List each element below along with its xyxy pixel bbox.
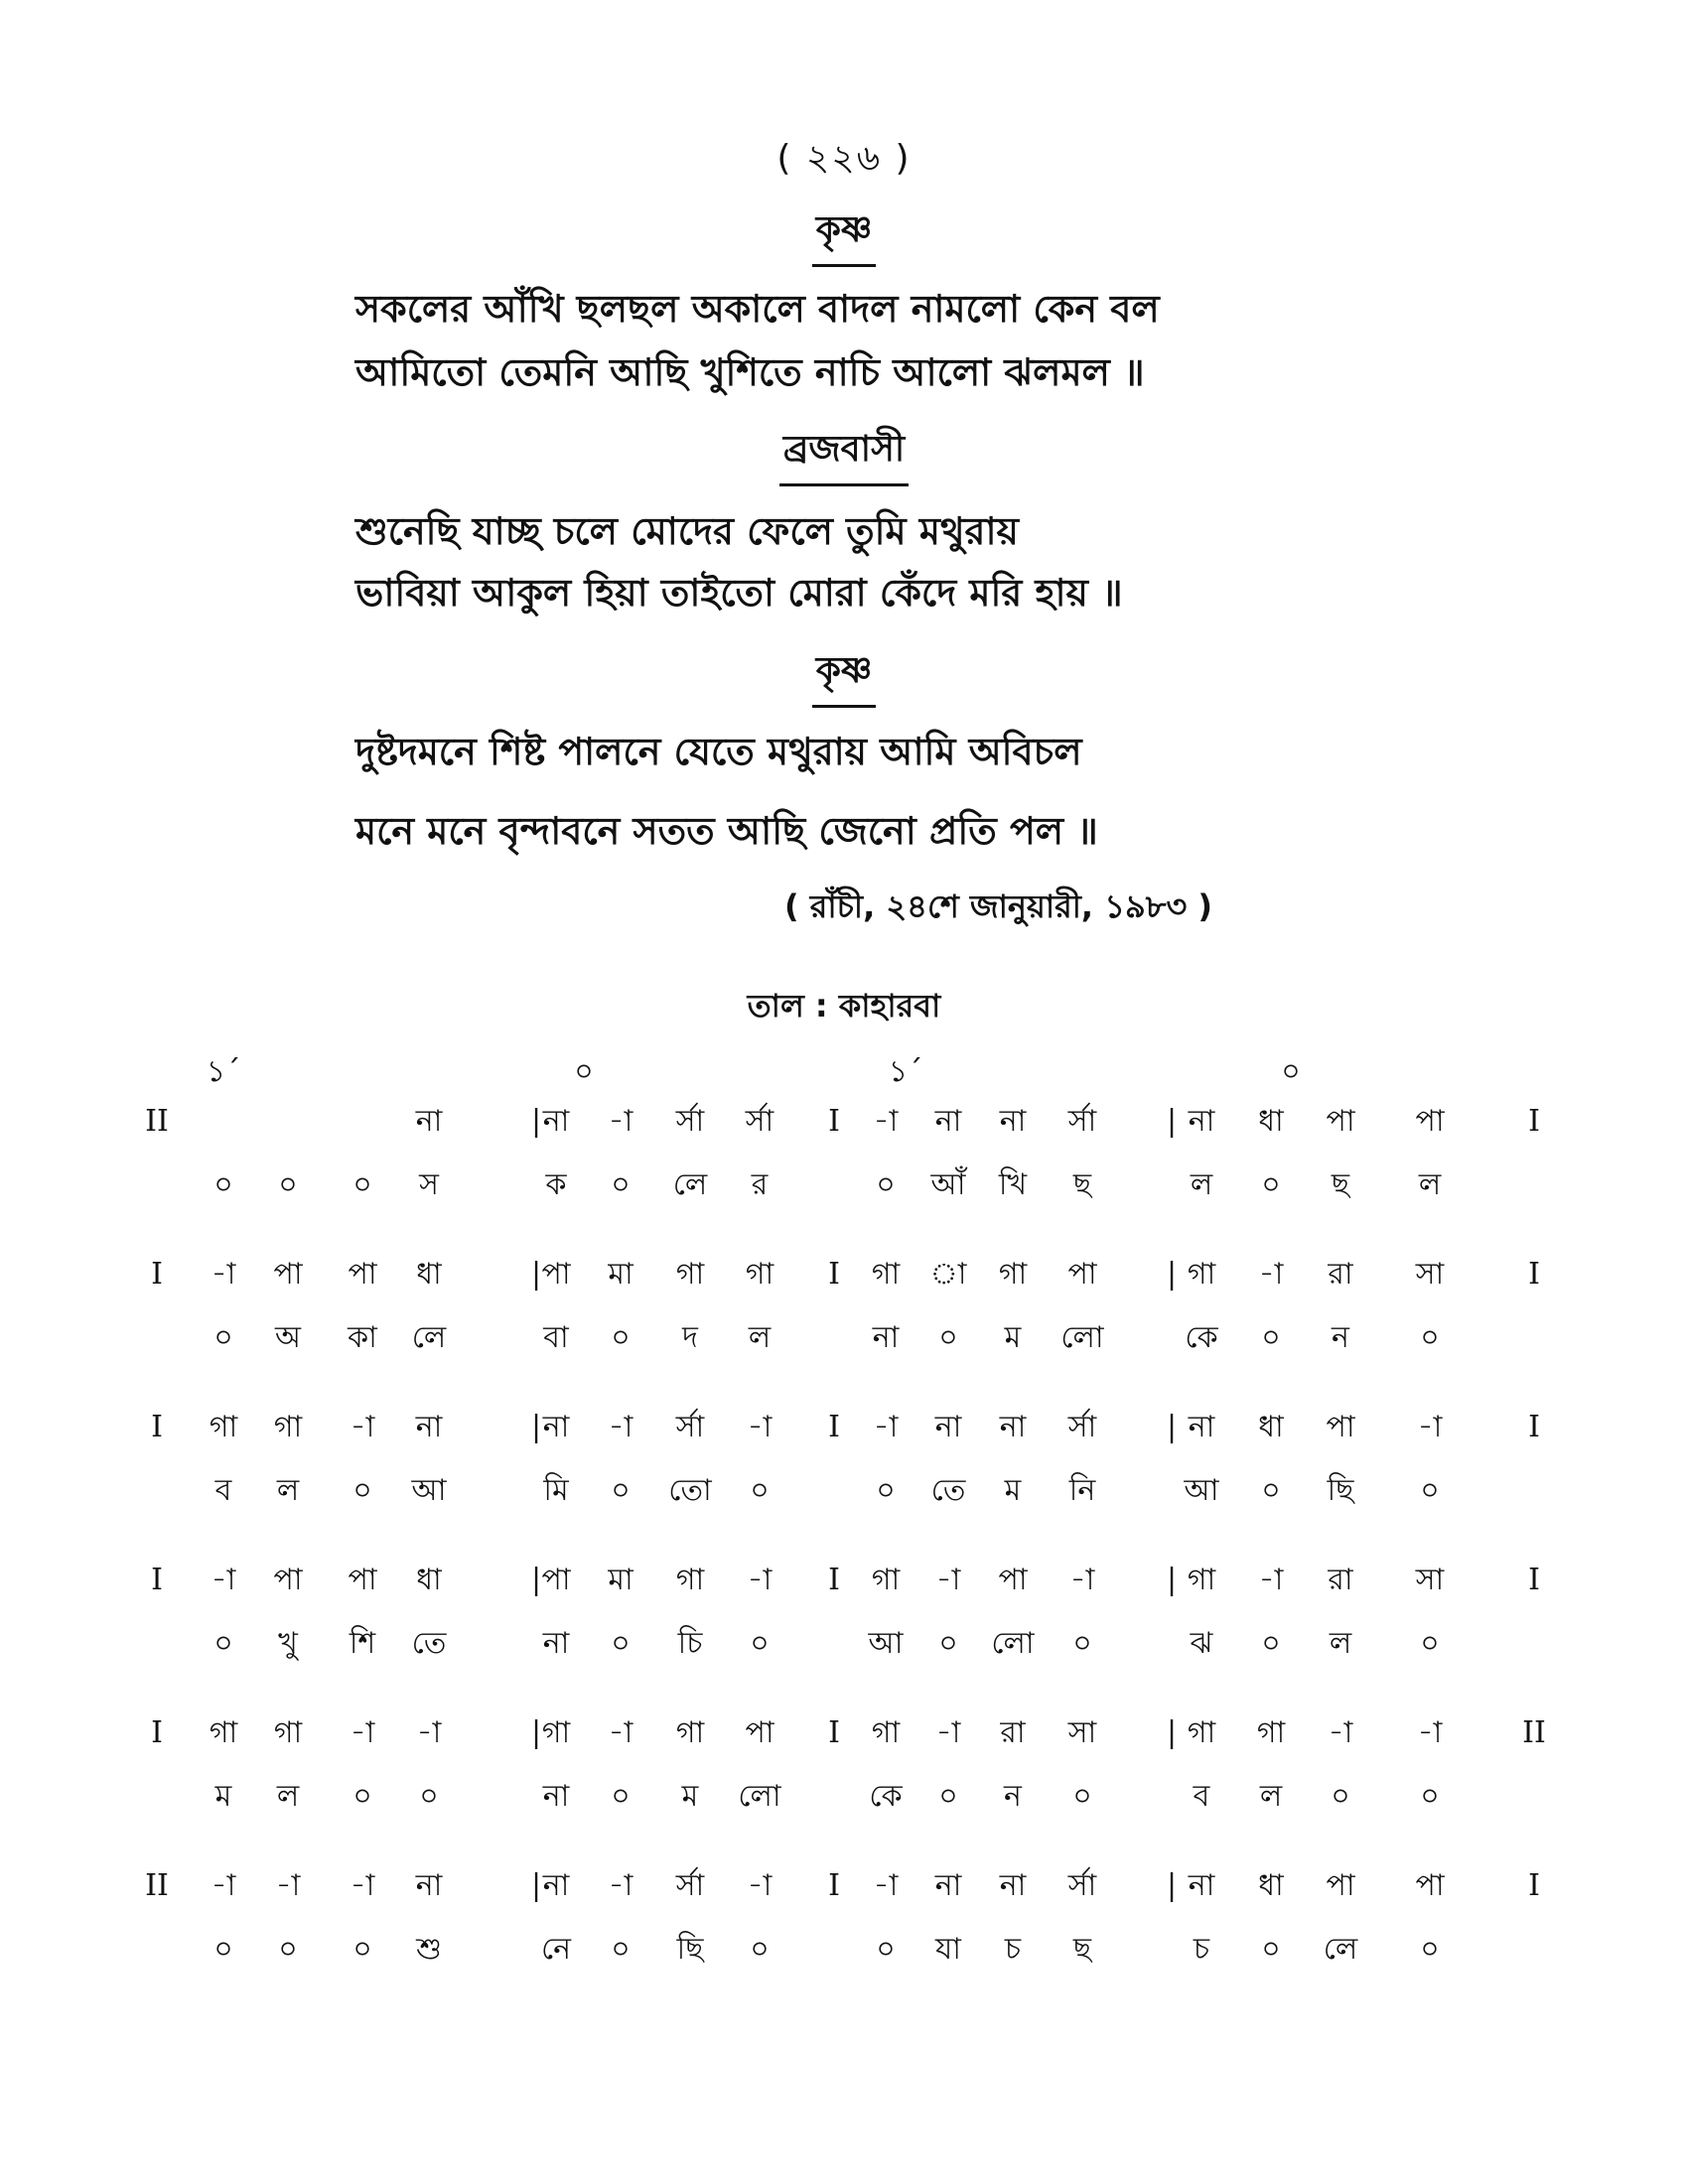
verse-line: শুনেছি যাচ্ছ চলে মোদের ফেলে তুমি মথুরায় bbox=[355, 509, 1019, 553]
swara-note: গা bbox=[209, 1715, 238, 1750]
lyric-syllable: না bbox=[872, 1320, 900, 1355]
vibhag-divider: | bbox=[1166, 1715, 1178, 1750]
lyric-syllable: ০ bbox=[1261, 1167, 1281, 1202]
bar-line-mid: I bbox=[828, 1410, 840, 1444]
swara-row bbox=[0, 1551, 1688, 1610]
swara-note: পা bbox=[273, 1257, 303, 1292]
swara-note: গা bbox=[541, 1715, 571, 1750]
swara-note: না bbox=[1188, 1104, 1215, 1139]
lyric-syllable: চ bbox=[1193, 1932, 1210, 1967]
lyric-syllable: ০ bbox=[352, 1779, 372, 1814]
lyric-syllable: ছি bbox=[676, 1932, 704, 1967]
vibhag-divider: | bbox=[530, 1257, 542, 1292]
lyric-syllable: ০ bbox=[1261, 1626, 1281, 1661]
lyric-syllable: ০ bbox=[1420, 1779, 1440, 1814]
lyric-syllable: যা bbox=[935, 1932, 961, 1967]
swara-note: ধা bbox=[416, 1257, 442, 1292]
swara-note: না bbox=[415, 1104, 443, 1139]
swara-note: পা bbox=[1326, 1868, 1355, 1903]
swara-note: না bbox=[1188, 1410, 1215, 1444]
lyric-syllable: ০ bbox=[611, 1626, 631, 1661]
section-heading-krishna-2 bbox=[0, 643, 1688, 708]
vibhag-divider: | bbox=[530, 1563, 542, 1597]
heading-text: কৃষ্ণ bbox=[812, 643, 876, 708]
swara-note: ধা bbox=[1258, 1104, 1284, 1139]
taal-mark: ১´ bbox=[888, 1054, 923, 1089]
lyric-syllable: ০ bbox=[1331, 1779, 1350, 1814]
page-number: ( ২২৬ ) bbox=[776, 138, 912, 179]
swara-note: -া bbox=[1328, 1715, 1353, 1750]
lyric-syllable: ০ bbox=[750, 1473, 770, 1508]
lyric-syllable: ০ bbox=[876, 1932, 896, 1967]
bar-line-end: I bbox=[1528, 1868, 1540, 1903]
vibhag-divider: | bbox=[1166, 1257, 1178, 1292]
swara-note: না bbox=[1188, 1868, 1215, 1903]
swara-note: রা bbox=[1328, 1257, 1353, 1292]
lyric-syllable: তে bbox=[930, 1473, 966, 1508]
swara-note: মা bbox=[608, 1563, 633, 1597]
lyric-syllable: ০ bbox=[1072, 1779, 1092, 1814]
swara-note: পা bbox=[998, 1563, 1028, 1597]
lyric-syllable: ন bbox=[1332, 1320, 1349, 1355]
vibhag-divider: | bbox=[1166, 1410, 1178, 1444]
swara-note: গা bbox=[871, 1257, 901, 1292]
swara-note: গা bbox=[745, 1257, 774, 1292]
lyric-syllable: ০ bbox=[938, 1320, 958, 1355]
swara-note: সা bbox=[1415, 1257, 1445, 1292]
swara-note: -া bbox=[211, 1563, 236, 1597]
swara-note: না bbox=[934, 1104, 962, 1139]
lyric-syllable: স bbox=[419, 1167, 439, 1202]
swara-note: র্সা bbox=[675, 1104, 705, 1139]
lyric-syllable: লে bbox=[1323, 1932, 1358, 1967]
swara-note: গা bbox=[675, 1257, 705, 1292]
vibhag-divider: | bbox=[1166, 1563, 1178, 1597]
swara-note: গা bbox=[998, 1257, 1028, 1292]
swara-note: গা bbox=[1187, 1563, 1216, 1597]
taal-mark: ১´ bbox=[206, 1054, 241, 1089]
lyrics-row bbox=[0, 1308, 1688, 1368]
bar-line-start: I bbox=[151, 1257, 163, 1292]
lyric-syllable: ০ bbox=[750, 1626, 770, 1661]
lyric-syllable: ০ bbox=[352, 1473, 372, 1508]
swara-note: গা bbox=[1256, 1715, 1286, 1750]
lyric-syllable: ছি bbox=[1327, 1473, 1354, 1508]
lyric-syllable: কে bbox=[869, 1779, 903, 1814]
vibhag-divider: | bbox=[1166, 1868, 1178, 1903]
lyric-syllable: কা bbox=[348, 1320, 377, 1355]
swara-note: -া bbox=[608, 1410, 633, 1444]
lyric-syllable: নে bbox=[540, 1932, 572, 1967]
bar-line-end: I bbox=[1528, 1104, 1540, 1139]
swara-note: -া bbox=[1258, 1257, 1284, 1292]
swara-note: -া bbox=[608, 1868, 633, 1903]
lyric-syllable: ০ bbox=[1420, 1320, 1440, 1355]
bar-line-start: I bbox=[151, 1563, 163, 1597]
swara-row bbox=[0, 1704, 1688, 1763]
lyric-syllable: ০ bbox=[278, 1167, 298, 1202]
swara-note: -া bbox=[275, 1868, 301, 1903]
swara-note: -া bbox=[873, 1410, 899, 1444]
lyric-syllable: ০ bbox=[213, 1320, 233, 1355]
bar-line-end: I bbox=[1528, 1410, 1540, 1444]
lyric-syllable: ল bbox=[1190, 1167, 1213, 1202]
swara-note: পা bbox=[273, 1563, 303, 1597]
swara-note: পা bbox=[1415, 1104, 1445, 1139]
lyric-syllable: ব bbox=[214, 1473, 232, 1508]
heading-text: ব্রজবাসী bbox=[779, 422, 909, 486]
lyric-syllable: ছ bbox=[1072, 1932, 1092, 1967]
tala-label: তাল : কাহারবা bbox=[747, 987, 941, 1024]
lyric-syllable: ক bbox=[545, 1167, 567, 1202]
swara-note: পা bbox=[541, 1257, 571, 1292]
swara-note: গা bbox=[273, 1715, 303, 1750]
lyric-syllable: ০ bbox=[1420, 1473, 1440, 1508]
vibhag-divider: | bbox=[530, 1104, 542, 1139]
lyric-syllable: ০ bbox=[1261, 1473, 1281, 1508]
lyric-syllable: ০ bbox=[611, 1473, 631, 1508]
lyric-syllable: খু bbox=[278, 1626, 298, 1661]
swara-note: গা bbox=[675, 1563, 705, 1597]
swara-note: -া bbox=[1417, 1715, 1443, 1750]
lyric-syllable: ব bbox=[1193, 1779, 1210, 1814]
bar-line-mid: I bbox=[828, 1868, 840, 1903]
lyric-syllable: র bbox=[751, 1167, 769, 1202]
lyric-syllable: ০ bbox=[1261, 1932, 1281, 1967]
swara-row bbox=[0, 1856, 1688, 1916]
verse-line: মনে মনে বৃন্দাবনে সতত আছি জেনো প্রতি পল ॥ bbox=[355, 809, 1098, 853]
lyric-syllable: লো bbox=[991, 1626, 1035, 1661]
swara-row bbox=[0, 1245, 1688, 1304]
lyric-syllable: নি bbox=[1068, 1473, 1096, 1508]
taal-mark: ০ bbox=[1281, 1054, 1301, 1089]
lyric-syllable: ০ bbox=[352, 1932, 372, 1967]
lyric-syllable: লো bbox=[1060, 1320, 1104, 1355]
swara-note: না bbox=[999, 1104, 1027, 1139]
lyric-syllable: চ bbox=[1004, 1932, 1022, 1967]
vibhag-divider: | bbox=[530, 1410, 542, 1444]
lyric-syllable: আ bbox=[868, 1626, 904, 1661]
lyric-syllable: খি bbox=[998, 1167, 1028, 1202]
swara-note: মা bbox=[608, 1257, 633, 1292]
bar-line-mid: I bbox=[828, 1563, 840, 1597]
bar-line-end: I bbox=[1528, 1257, 1540, 1292]
lyrics-row bbox=[0, 1767, 1688, 1827]
lyric-syllable: ০ bbox=[1072, 1626, 1092, 1661]
swara-note: র্সা bbox=[1067, 1868, 1097, 1903]
lyrics-row bbox=[0, 1614, 1688, 1674]
lyric-syllable: মি bbox=[543, 1473, 569, 1508]
swara-note: না bbox=[934, 1410, 962, 1444]
swara-note: -া bbox=[350, 1868, 375, 1903]
swara-note: না bbox=[934, 1868, 962, 1903]
lyrics-row bbox=[0, 1920, 1688, 1979]
swara-note: া bbox=[929, 1257, 967, 1292]
swara-note: সা bbox=[1415, 1563, 1445, 1597]
lyric-syllable: ন bbox=[1004, 1779, 1022, 1814]
bar-line-mid: I bbox=[828, 1715, 840, 1750]
lyric-syllable: ০ bbox=[611, 1167, 631, 1202]
swara-note: পা bbox=[1415, 1868, 1445, 1903]
lyric-syllable: ০ bbox=[352, 1167, 372, 1202]
lyric-syllable: না bbox=[542, 1626, 570, 1661]
swara-note: র্সা bbox=[1067, 1104, 1097, 1139]
lyric-syllable: ল bbox=[1418, 1167, 1442, 1202]
lyric-syllable: ০ bbox=[750, 1932, 770, 1967]
heading-text: কৃষ্ণ bbox=[812, 203, 876, 267]
swara-note: -া bbox=[350, 1410, 375, 1444]
lyric-syllable: বা bbox=[543, 1320, 569, 1355]
swara-note: -া bbox=[935, 1715, 961, 1750]
swara-note: -া bbox=[873, 1104, 899, 1139]
vibhag-divider: | bbox=[530, 1868, 542, 1903]
lyric-syllable: ০ bbox=[213, 1932, 233, 1967]
swara-note: -া bbox=[608, 1104, 633, 1139]
lyric-syllable: না bbox=[542, 1779, 570, 1814]
swara-note: র্সা bbox=[1067, 1410, 1097, 1444]
verse-line: আমিতো তেমনি আছি খুশিতে নাচি আলো ঝলমল ॥ bbox=[355, 350, 1145, 394]
swara-note: পা bbox=[745, 1715, 774, 1750]
lyric-syllable: ০ bbox=[278, 1932, 298, 1967]
lyric-syllable: ঝ bbox=[1190, 1626, 1213, 1661]
lyric-syllable: তো bbox=[668, 1473, 712, 1508]
lyric-syllable: ল bbox=[1259, 1779, 1283, 1814]
swara-note: -া bbox=[211, 1868, 236, 1903]
swara-row bbox=[0, 1398, 1688, 1457]
lyric-syllable: ০ bbox=[938, 1626, 958, 1661]
swara-note: -া bbox=[873, 1868, 899, 1903]
verse-line: ভাবিয়া আকুল হিয়া তাইতো মোরা কেঁদে মরি হায় ॥ bbox=[355, 571, 1123, 614]
verse-line: দুষ্টদমনে শিষ্ট পালনে যেতে মথুরায় আমি অবিচল bbox=[355, 730, 1082, 773]
bar-line-end: II bbox=[1522, 1715, 1546, 1750]
lyric-syllable: শি bbox=[349, 1626, 376, 1661]
swara-note: গা bbox=[1187, 1257, 1216, 1292]
lyric-syllable: ০ bbox=[876, 1167, 896, 1202]
swara-note: -া bbox=[1417, 1410, 1443, 1444]
swara-note: না bbox=[542, 1410, 570, 1444]
bar-line-start: I bbox=[151, 1715, 163, 1750]
lyric-syllable: ল bbox=[276, 1473, 300, 1508]
swara-note: -া bbox=[935, 1563, 961, 1597]
swara-note: না bbox=[999, 1868, 1027, 1903]
lyrics-row bbox=[0, 1461, 1688, 1521]
swara-note: -া bbox=[1069, 1563, 1095, 1597]
swara-note: গা bbox=[871, 1563, 901, 1597]
lyric-syllable: ০ bbox=[611, 1932, 631, 1967]
verse-line: সকলের আঁখি ছলছল অকালে বাদল নামলো কেন বল bbox=[355, 287, 1160, 331]
lyric-syllable: আঁ bbox=[930, 1167, 966, 1202]
lyric-syllable: ০ bbox=[1261, 1320, 1281, 1355]
swara-note: পা bbox=[348, 1257, 377, 1292]
swara-note: গা bbox=[1187, 1715, 1216, 1750]
lyric-syllable: ০ bbox=[1420, 1626, 1440, 1661]
swara-note: না bbox=[415, 1868, 443, 1903]
swara-note: পা bbox=[1326, 1104, 1355, 1139]
bar-line-start: II bbox=[145, 1104, 169, 1139]
swara-note: র্সা bbox=[675, 1410, 705, 1444]
vibhag-divider: | bbox=[530, 1715, 542, 1750]
lyric-syllable: ম bbox=[1004, 1473, 1022, 1508]
swara-note: না bbox=[999, 1410, 1027, 1444]
lyric-syllable: ম bbox=[681, 1779, 699, 1814]
swara-note: র্সা bbox=[675, 1868, 705, 1903]
swara-note: গা bbox=[273, 1410, 303, 1444]
lyric-syllable: ০ bbox=[611, 1320, 631, 1355]
swara-note: -া bbox=[608, 1715, 633, 1750]
swara-note: পা bbox=[541, 1563, 571, 1597]
swara-note: -া bbox=[747, 1563, 773, 1597]
lyric-syllable: অ bbox=[275, 1320, 301, 1355]
lyric-syllable: ল bbox=[1329, 1626, 1352, 1661]
swara-note: না bbox=[542, 1868, 570, 1903]
swara-note: গা bbox=[675, 1715, 705, 1750]
swara-note: রা bbox=[1328, 1563, 1353, 1597]
vibhag-divider: | bbox=[1166, 1104, 1178, 1139]
bar-line-mid: I bbox=[828, 1104, 840, 1139]
bar-line-mid: I bbox=[828, 1257, 840, 1292]
swara-row bbox=[0, 1092, 1688, 1152]
swara-note: ধা bbox=[416, 1563, 442, 1597]
lyric-syllable: আ bbox=[411, 1473, 447, 1508]
lyric-syllable: লে bbox=[672, 1167, 708, 1202]
lyric-syllable: ম bbox=[214, 1779, 232, 1814]
swara-note: ধা bbox=[1258, 1410, 1284, 1444]
lyric-syllable: কে bbox=[1185, 1320, 1218, 1355]
swara-note: গা bbox=[871, 1715, 901, 1750]
swara-note: র্সা bbox=[745, 1104, 774, 1139]
lyric-syllable: ০ bbox=[213, 1167, 233, 1202]
lyric-syllable: তে bbox=[411, 1626, 447, 1661]
swara-note: -া bbox=[211, 1257, 236, 1292]
swara-note: -া bbox=[747, 1410, 773, 1444]
lyric-syllable: ০ bbox=[611, 1779, 631, 1814]
swara-note: না bbox=[415, 1410, 443, 1444]
swara-note: রা bbox=[1000, 1715, 1026, 1750]
lyric-syllable: ম bbox=[1004, 1320, 1022, 1355]
lyric-syllable: ০ bbox=[419, 1779, 439, 1814]
swara-note: পা bbox=[1326, 1410, 1355, 1444]
lyric-syllable: ল bbox=[748, 1320, 772, 1355]
taal-mark: ০ bbox=[574, 1054, 594, 1089]
swara-note: -া bbox=[747, 1868, 773, 1903]
bar-line-end: I bbox=[1528, 1563, 1540, 1597]
swara-note: ধা bbox=[1258, 1868, 1284, 1903]
lyric-syllable: ০ bbox=[876, 1473, 896, 1508]
lyric-syllable: ০ bbox=[938, 1779, 958, 1814]
section-heading-brajabasi bbox=[0, 422, 1688, 486]
bar-line-start: II bbox=[145, 1868, 169, 1903]
section-heading-krishna-1 bbox=[0, 203, 1688, 267]
swara-note: পা bbox=[1067, 1257, 1097, 1292]
lyric-syllable: লে bbox=[411, 1320, 447, 1355]
lyric-syllable: ল bbox=[276, 1779, 300, 1814]
swara-note: সা bbox=[1067, 1715, 1097, 1750]
lyric-syllable: আ bbox=[1184, 1473, 1219, 1508]
lyric-syllable: শু bbox=[416, 1932, 442, 1967]
lyric-syllable: চি bbox=[677, 1626, 703, 1661]
swara-note: -া bbox=[1258, 1563, 1284, 1597]
notation-grid bbox=[0, 1042, 1688, 1995]
bar-line-start: I bbox=[151, 1410, 163, 1444]
swara-note: পা bbox=[348, 1563, 377, 1597]
lyric-syllable: ছ bbox=[1331, 1167, 1350, 1202]
lyric-syllable: লো bbox=[738, 1779, 781, 1814]
swara-note: গা bbox=[209, 1410, 238, 1444]
lyrics-row bbox=[0, 1156, 1688, 1215]
dateline: ( রাঁচী, ২৪শে জানুয়ারী, ১৯৮৩ ) bbox=[784, 887, 1213, 925]
lyric-syllable: ০ bbox=[1420, 1932, 1440, 1967]
swara-note: -া bbox=[416, 1715, 442, 1750]
swara-note: না bbox=[542, 1104, 570, 1139]
lyric-syllable: ছ bbox=[1072, 1167, 1092, 1202]
swara-note: -া bbox=[350, 1715, 375, 1750]
lyric-syllable: ০ bbox=[213, 1626, 233, 1661]
lyric-syllable: দ bbox=[682, 1320, 698, 1355]
